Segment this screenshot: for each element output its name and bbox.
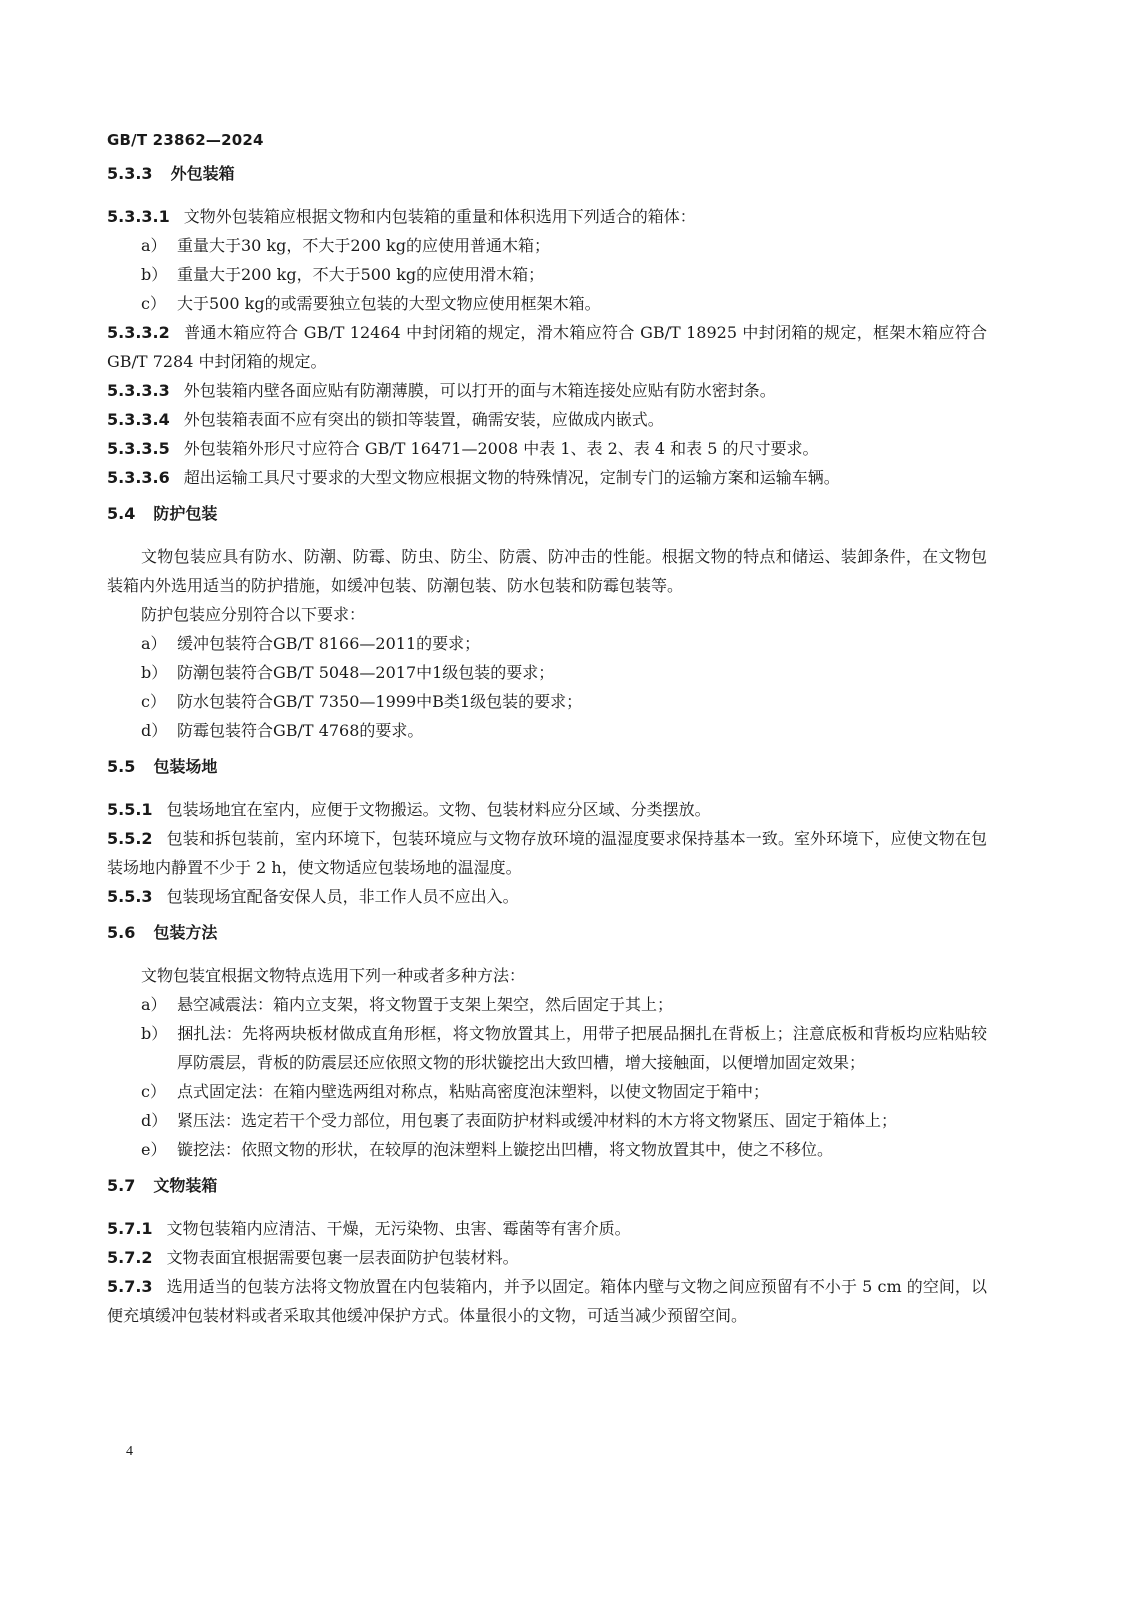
- clause-text: 外包装箱内壁各面应贴有防潮薄膜，可以打开的面与木箱连接处应贴有防水密封条。: [183, 381, 776, 400]
- list-item: [107, 1135, 987, 1164]
- list-text: 点式固定法：在箱内壁选两组对称点，粘贴高密度泡沫塑料，以使文物固定于箱中；: [177, 1082, 770, 1101]
- clause-text: 外包装箱外形尺寸应符合 GB/T 16471—2008 中表 1、表 2、表 4 和表 5 的尺寸要求。: [183, 439, 819, 458]
- list-item: [107, 716, 987, 745]
- list-label: a）: [141, 236, 167, 255]
- section-heading-5-6: [107, 919, 987, 947]
- list-text: 镟挖法：依照文物的形状，在较厚的泡沫塑料上镟挖出凹槽，将文物放置其中，使之不移位。: [177, 1140, 834, 1159]
- clause-number: 5.7.3: [107, 1277, 153, 1296]
- clause-5-7-1: [107, 1214, 987, 1243]
- clause-number: 5.3.3.4: [107, 410, 170, 429]
- clause-text: 超出运输工具尺寸要求的大型文物应根据文物的特殊情况，定制专门的运输方案和运输车辆。: [183, 468, 840, 487]
- section-number: 5.3.3: [107, 164, 153, 183]
- clause-5-7-3: [107, 1272, 987, 1330]
- list-item: [107, 1077, 987, 1106]
- section-title: 外包装箱: [170, 164, 235, 183]
- clause-5-3-3-2: [107, 318, 987, 376]
- list-item: [107, 990, 987, 1019]
- paragraph: 防护包装应分别符合以下要求：: [141, 605, 366, 624]
- clause-number: 5.5.1: [107, 800, 153, 819]
- list-text: 防潮包装符合GB/T 5048—2017中1级包装的要求；: [177, 663, 555, 682]
- list-text: 悬空减震法：箱内立支架，将文物置于支架上架空，然后固定于其上；: [177, 995, 674, 1014]
- section-heading-5-3-3: [107, 160, 987, 188]
- section-title: 包装场地: [153, 757, 218, 776]
- clause-number: 5.7.2: [107, 1248, 153, 1267]
- list-label: b）: [141, 1024, 168, 1043]
- clause-text: 选用适当的包装方法将文物放置在内包装箱内，并予以固定。箱体内壁与文物之间应预留有不小于 5 cm 的空间，以便充填缓冲包装材料或者采取其他缓冲保护方式。体量很小的文物，可适当减少预留空间。: [107, 1277, 987, 1325]
- clause-number: 5.7.1: [107, 1219, 153, 1238]
- clause-5-5-3: [107, 882, 987, 911]
- clause-text: 包装和拆包装前，室内环境下，包装环境应与文物存放环境的温湿度要求保持基本一致。室外环境下，应使文物在包装场地内静置不少于 2 h，使文物适应包装场地的温湿度。: [107, 829, 987, 877]
- list-item: [107, 1019, 987, 1077]
- clause-5-3-3-3: [107, 376, 987, 405]
- list-text: 缓冲包装符合GB/T 8166—2011的要求；: [177, 634, 481, 653]
- clause-number: 5.3.3.5: [107, 439, 170, 458]
- list-label: a）: [141, 995, 167, 1014]
- clause-number: 5.3.3.1: [107, 207, 170, 226]
- list-label: c）: [141, 692, 166, 711]
- section-number: 5.5: [107, 757, 136, 776]
- list-item: [107, 289, 987, 318]
- clause-text: 外包装箱表面不应有突出的锁扣等装置，确需安装，应做成内嵌式。: [183, 410, 664, 429]
- clause-number: 5.3.3.2: [107, 323, 170, 342]
- clause-5-5-2: [107, 824, 987, 882]
- clause-text: 文物包装箱内应清洁、干燥，无污染物、虫害、霉菌等有害介质。: [166, 1219, 631, 1238]
- list-label: e）: [141, 1140, 167, 1159]
- clause-number: 5.5.2: [107, 829, 153, 848]
- section-heading-5-4: [107, 500, 987, 528]
- list-label: c）: [141, 1082, 166, 1101]
- list-item: [107, 1106, 987, 1135]
- list-label: b）: [141, 663, 168, 682]
- document-body: [107, 160, 987, 1330]
- list-item: [107, 629, 987, 658]
- section-title: 文物装箱: [153, 1176, 218, 1195]
- list-item: [107, 687, 987, 716]
- clause-5-7-2: [107, 1243, 987, 1272]
- clause-number: 5.5.3: [107, 887, 153, 906]
- paragraph: 文物包装宜根据文物特点选用下列一种或者多种方法：: [141, 966, 526, 985]
- list-text: 重量大于200 kg，不大于500 kg的应使用滑木箱；: [177, 265, 545, 284]
- paragraph: 文物包装应具有防水、防潮、防霉、防虫、防尘、防震、防冲击的性能。根据文物的特点和储运、装卸条件，在文物包装箱内外选用适当的防护措施，如缓冲包装、防潮包装、防水包装和防霉包装等。: [107, 547, 987, 595]
- list-text: 防水包装符合GB/T 7350—1999中B类1级包装的要求；: [177, 692, 583, 711]
- list-text: 重量大于30 kg，不大于200 kg的应使用普通木箱；: [177, 236, 550, 255]
- list-label: d）: [141, 1111, 168, 1130]
- list-text: 捆扎法：先将两块板材做成直角形框，将文物放置其上，用带子把展品捆扎在背板上；注意底板和背板均应粘贴较厚防震层，背板的防震层还应依照文物的形状镟挖出大致凹槽，增大接触面，以便增加固定效果；: [177, 1024, 987, 1072]
- list-label: a）: [141, 634, 167, 653]
- section-title: 包装方法: [153, 923, 218, 942]
- list-text: 大于500 kg的或需要独立包装的大型文物应使用框架木箱。: [177, 294, 601, 313]
- list-label: b）: [141, 265, 168, 284]
- section-heading-5-5: [107, 753, 987, 781]
- page-number: 4: [126, 1444, 133, 1459]
- clause-text: 包装现场宜配备安保人员，非工作人员不应出入。: [166, 887, 519, 906]
- clause-5-5-1: [107, 795, 987, 824]
- clause-5-3-3-6: [107, 463, 987, 492]
- list-label: c）: [141, 294, 166, 313]
- list-item: [107, 260, 987, 289]
- section-number: 5.4: [107, 504, 136, 523]
- clause-number: 5.3.3.6: [107, 468, 170, 487]
- section-number: 5.6: [107, 923, 136, 942]
- clause-5-3-3-1: [107, 202, 987, 231]
- section-title: 防护包装: [153, 504, 218, 523]
- list-item: [107, 658, 987, 687]
- clause-5-3-3-5: [107, 434, 987, 463]
- list-text: 紧压法：选定若干个受力部位，用包裹了表面防护材料或缓冲材料的木方将文物紧压、固定于箱体上；: [177, 1111, 898, 1130]
- list-label: d）: [141, 721, 168, 740]
- list-text: 防霉包装符合GB/T 4768的要求。: [177, 721, 424, 740]
- clause-number: 5.3.3.3: [107, 381, 170, 400]
- standard-code: GB/T 23862—2024: [107, 131, 264, 149]
- clause-text: 文物表面宜根据需要包裹一层表面防护包装材料。: [166, 1248, 519, 1267]
- clause-text: 普通木箱应符合 GB/T 12464 中封闭箱的规定，滑木箱应符合 GB/T 18925 中封闭箱的规定，框架木箱应符合 GB/T 7284 中封闭箱的规定。: [107, 323, 987, 371]
- clause-text: 包装场地宜在室内，应便于文物搬运。文物、包装材料应分区域、分类摆放。: [166, 800, 711, 819]
- list-item: [107, 231, 987, 260]
- clause-text: 文物外包装箱应根据文物和内包装箱的重量和体积选用下列适合的箱体：: [183, 207, 696, 226]
- section-heading-5-7: [107, 1172, 987, 1200]
- clause-5-3-3-4: [107, 405, 987, 434]
- section-number: 5.7: [107, 1176, 136, 1195]
